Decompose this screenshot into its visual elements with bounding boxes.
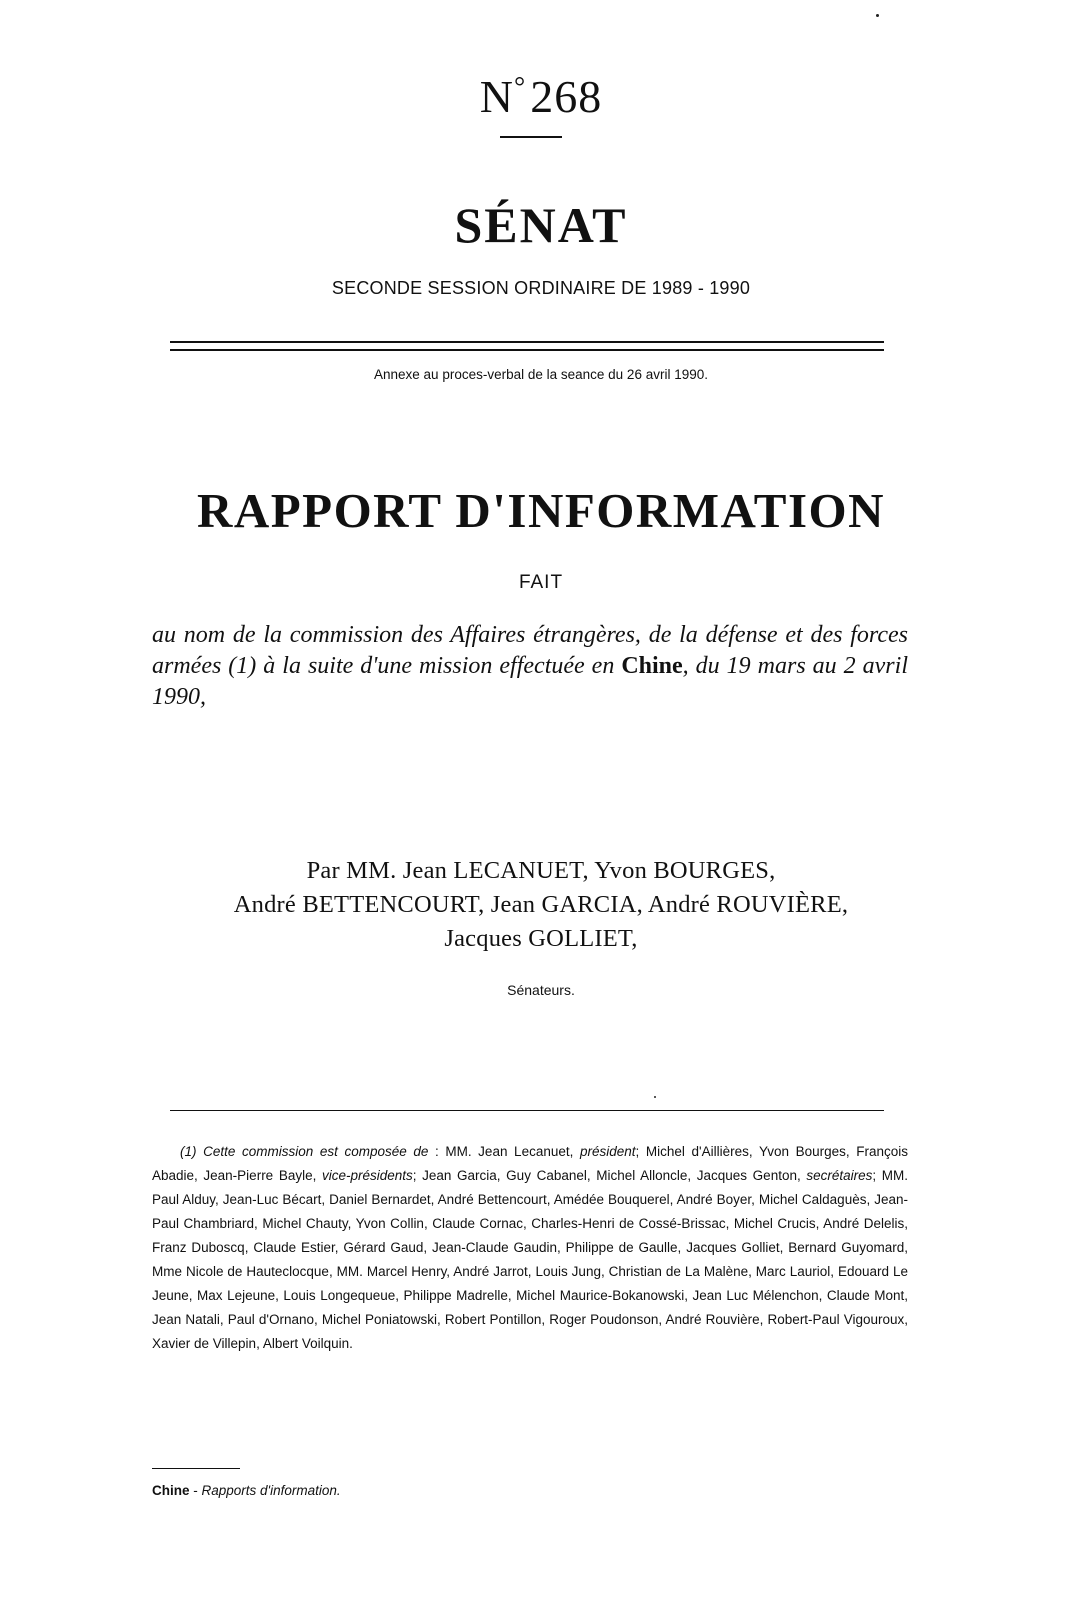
report-purpose: [152, 620, 908, 713]
series-line: [152, 1483, 341, 1498]
authors-role: Sénateurs.: [507, 982, 575, 998]
footnote-role-president: président: [579, 1144, 636, 1159]
number-degree: °: [514, 72, 527, 103]
footnote-rule: [170, 1110, 884, 1111]
number-prefix: N: [479, 71, 515, 122]
number-underline: [500, 136, 562, 138]
authors-block: [0, 854, 1082, 956]
authors-line: André BETTENCOURT, Jean GARCIA, André ROUVIÈRE,: [233, 891, 849, 918]
double-rule-top: [170, 341, 884, 343]
footnote-role-vice: vice-présidents: [321, 1168, 413, 1183]
print-speck: [654, 1096, 656, 1098]
purpose-text: au nom de la commission des Affaires étrangères, de la défense et des forces armées (1) à la suite d'une mission effectuée en: [152, 622, 908, 679]
footnote-text: ; Michel d'Aillières, Yvon Bourges, François Abadie, Jean-Pierre Bayle,: [152, 1144, 908, 1183]
footnote-text: ; Jean Garcia, Guy Cabanel, Michel Alloncle, Jacques Genton,: [412, 1168, 807, 1183]
annexe-note: Annexe au proces-verbal de la seance du 26 avril 1990.: [374, 367, 708, 382]
footnote-lead: (1) Cette commission est composée de: [180, 1144, 429, 1159]
purpose-dates: , du 19 mars au 2 avril 1990,: [152, 653, 908, 710]
authors-line: Jacques GOLLIET,: [444, 925, 638, 952]
series-country: Chine: [152, 1483, 190, 1498]
chamber-title: SÉNAT: [454, 197, 628, 253]
number-value: 268: [530, 71, 603, 122]
report-number: [0, 71, 1082, 122]
series-label: Rapports d'information.: [201, 1483, 341, 1498]
double-rule-bottom: [170, 349, 884, 351]
series-rule: [152, 1468, 240, 1469]
purpose-country: Chine: [621, 653, 683, 679]
footnote-text: : MM. Jean Lecanuet,: [428, 1144, 580, 1159]
report-title: RAPPORT D'INFORMATION: [196, 483, 886, 538]
session-line: SECONDE SESSION ORDINAIRE DE 1989 - 1990: [331, 278, 751, 298]
footnote-text: ; MM. Paul Alduy, Jean-Luc Bécart, Daniel Bernardet, André Bettencourt, Amédée Bouquerel, André Boyer, Michel Caldaguès, Jean-Paul Chambriard, Michel Chauty, Yvon Collin, Claude Cornac, Charles-Henri de Cossé-Brissac, Michel Crucis, André Delelis, Franz Duboscq, Claude Estier, Gérard Gaud, Jean-Claude Gaudin, Philippe de Gaulle, Jacques Golliet, Bernard Guyomard, Mme Nicole de Hauteclocque, MM. Marcel Henry, André Jarrot, Louis Jung, Christian de La Malène, Marc Lauriol, Edouard Le Jeune, Max Lejeune, Louis Longequeue, Philippe Madrelle, Michel Maurice-Bokanowski, Jean Luc Mélenchon, Claude Mont, Jean Natali, Paul d'Ornano, Michel Poniatowski, Robert Pontillon, Roger Poudonson, André Rouvière, Robert-Paul Vigouroux, Xavier de Villepin, Albert Voilquin.: [152, 1168, 908, 1351]
fait-label: FAIT: [518, 572, 564, 593]
print-speck: [876, 14, 879, 17]
series-separator: -: [189, 1483, 202, 1498]
authors-line: Par MM. Jean LECANUET, Yvon BOURGES,: [306, 857, 776, 884]
footnote-role-secretaries: secrétaires: [806, 1168, 873, 1183]
commission-footnote: [152, 1140, 908, 1356]
